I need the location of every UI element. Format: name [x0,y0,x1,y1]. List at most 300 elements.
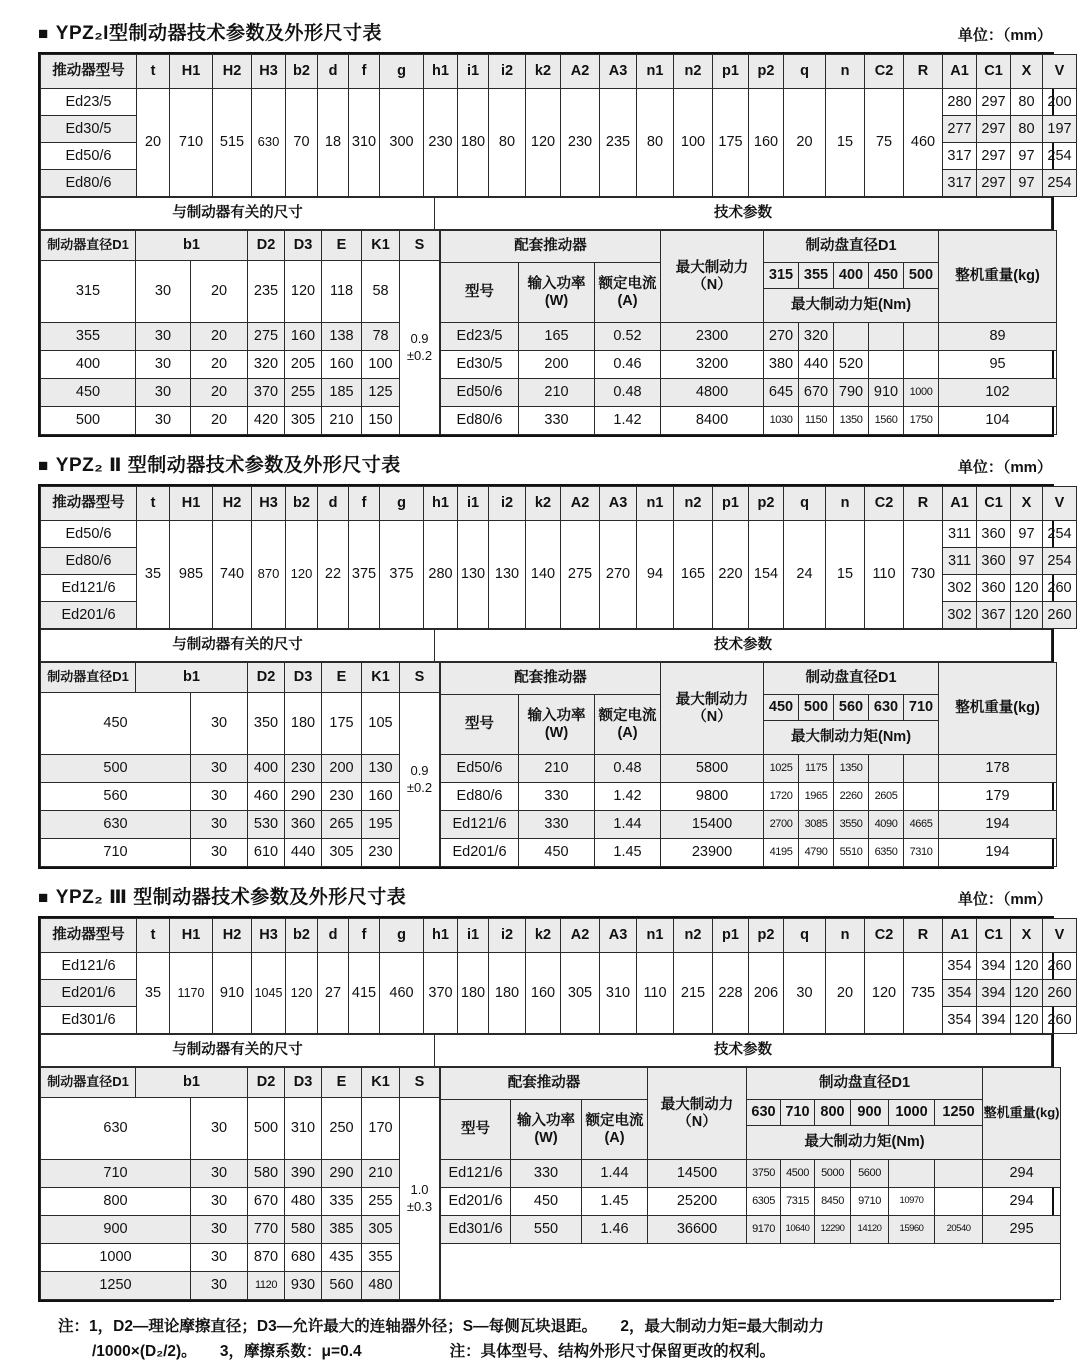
table-cell: 30 [191,1216,248,1244]
column-header-cell: H2 [213,919,252,953]
table-cell: 670 [799,379,834,407]
table-cell: 105 [362,693,400,755]
table-cell: 175 [713,89,749,197]
table-cell: 305 [322,839,362,867]
table-row [41,89,1077,116]
section-band [40,629,1052,662]
table-cell [935,1188,983,1216]
table-cell: 354 [943,980,977,1007]
column-header-cell: t [137,487,170,521]
table-cell: 30 [191,1272,248,1300]
column-header-cell: 560 [834,695,869,721]
table-cell: 4090 [869,811,904,839]
table-cell: 317 [943,143,977,170]
table-cell: 97 [1011,548,1043,575]
column-header-cell: H3 [252,919,286,953]
table-cell: 630 [252,89,286,197]
table-cell: 30 [191,1160,248,1188]
table-cell: 5510 [834,839,869,867]
table-cell: 30 [191,1188,248,1216]
column-header-cell: n [826,55,865,89]
table-cell: 255 [285,379,322,407]
column-header-cell: 输入功率 (W) [511,1100,582,1160]
table-cell: 78 [362,323,400,351]
column-header-cell: C1 [977,55,1011,89]
column-header-cell: 500 [799,695,834,721]
column-header-cell: 355 [799,263,834,289]
table-cell: 1120 [248,1272,285,1300]
header-row [41,630,1052,662]
table-cell: Ed23/5 [41,89,137,116]
table-cell: Ed201/6 [441,1188,511,1216]
table-row [41,351,440,379]
table-cell: 30 [784,953,826,1034]
table-cell: 320 [799,323,834,351]
table-cell: 1.42 [595,783,661,811]
table-row [41,693,440,755]
column-header-cell: 配套推动器 [441,663,661,695]
table-cell: 302 [943,575,977,602]
table-cell: 770 [248,1216,285,1244]
column-header-cell: n2 [674,55,713,89]
table-cell: 7310 [904,839,939,867]
column-header-cell: n1 [637,919,674,953]
column-header-cell: A2 [561,919,600,953]
table-row [441,1244,1061,1300]
table-cell: 230 [424,89,458,197]
table-cell: 394 [977,980,1011,1007]
table-cell: 120 [865,953,904,1034]
table-cell: 1.42 [595,407,661,435]
section-band [40,1034,1052,1067]
header-row [41,663,440,693]
column-header-cell: E [322,1068,362,1098]
table-cell: 2700 [764,811,799,839]
column-header-cell: d [318,487,349,521]
table-cell: 9800 [661,783,764,811]
header-row [41,55,1077,89]
table-cell: 160 [362,783,400,811]
table-cell: 235 [600,89,637,197]
table-cell: 360 [977,521,1011,548]
table-cell: 580 [248,1160,285,1188]
table-row [41,323,440,351]
table-cell: 310 [349,89,380,197]
table-cell [834,323,869,351]
table-cell: 22 [318,521,349,629]
table-cell: 30 [191,811,248,839]
column-header-cell: S [400,1068,440,1098]
column-header-cell: d [318,55,349,89]
column-header-cell: p2 [749,487,784,521]
column-header-cell: R [904,487,943,521]
brake-dimensions-table [40,662,440,867]
column-header-cell: 与制动器有关的尺寸 [41,198,435,230]
table-cell: 120 [1011,953,1043,980]
table-cell: 120 [1011,575,1043,602]
column-header-cell: 1250 [935,1100,983,1126]
column-header-cell: H3 [252,487,286,521]
column-header-cell: b1 [136,231,248,261]
table-cell: 260 [1043,602,1077,629]
table-cell: 180 [458,89,489,197]
table-cell: 385 [322,1216,362,1244]
column-header-cell: g [380,55,424,89]
table-row [441,351,1057,379]
column-header-cell: 最大制动力矩(Nm) [747,1126,983,1160]
table-cell: 1750 [904,407,939,435]
table-block [38,52,1072,437]
section-header [38,450,1052,477]
table-cell: 230 [322,783,362,811]
table-cell: 120 [1011,1007,1043,1034]
table-cell: 610 [248,839,285,867]
table-cell: 30 [191,693,248,755]
table-cell: 20 [191,407,248,435]
table-row [41,755,440,783]
column-header-cell: D3 [285,231,322,261]
table-cell: 10640 [781,1216,815,1244]
column-header-cell: 制动器直径D1 [41,663,136,693]
table-cell: 275 [248,323,285,351]
table-cell: 1.45 [595,839,661,867]
table-cell: 95 [939,351,1057,379]
column-header-cell: b2 [286,55,318,89]
table-cell: 1560 [869,407,904,435]
table-cell: 800 [41,1188,191,1216]
column-header-cell: 额定电流 (A) [595,695,661,755]
table-cell: 20 [191,351,248,379]
column-header-cell: b1 [136,1068,248,1098]
header-row [41,919,1077,953]
table-block [38,916,1072,1302]
column-header-cell: X [1011,919,1043,953]
table-cell: 0.46 [595,351,661,379]
table-cell: 94 [637,521,674,629]
table-cell: 125 [362,379,400,407]
table-cell: 305 [285,407,322,435]
table-cell: 460 [380,953,424,1034]
table-cell: 330 [519,783,595,811]
column-header-cell: g [380,919,424,953]
table-cell: 5800 [661,755,764,783]
table-cell: 185 [322,379,362,407]
table-cell: 275 [561,521,600,629]
table-cell: 3085 [799,811,834,839]
column-header-cell: 技术参数 [435,1035,1052,1067]
table-cell: 30 [191,755,248,783]
table-cell: 435 [322,1244,362,1272]
table-cell: 179 [939,783,1057,811]
column-header-cell: S [400,663,440,693]
table-cell: 175 [322,693,362,755]
column-header-cell: A2 [561,487,600,521]
unit-label: 单位：（mm） [957,459,1052,476]
table-cell: 375 [349,521,380,629]
column-header-cell: V [1043,55,1077,89]
table-cell: 20540 [935,1216,983,1244]
column-header-cell: i2 [489,919,526,953]
column-header-cell: X [1011,487,1043,521]
table-cell: 3750 [747,1160,781,1188]
column-header-cell: 配套推动器 [441,231,661,263]
section-header [38,882,1052,909]
table-cell: 260 [1043,575,1077,602]
column-header-cell: 630 [869,695,904,721]
table-cell: Ed50/6 [441,379,519,407]
column-header-cell: n1 [637,487,674,521]
table-cell: 270 [764,323,799,351]
column-header-cell: n1 [637,55,674,89]
column-header-cell: H1 [170,487,213,521]
column-header-cell: f [349,55,380,89]
table-cell: 1175 [799,755,834,783]
table-cell: 9710 [851,1188,889,1216]
table-cell: 210 [362,1160,400,1188]
column-header-cell: K1 [362,231,400,261]
column-header-cell: 整机重量(kg) [939,663,1057,755]
table-cell: 235 [248,261,285,323]
column-header-cell: 最大制动力 （N） [661,231,764,323]
column-header-cell: k2 [526,55,561,89]
table-row [441,783,1057,811]
column-header-cell: A1 [943,919,977,953]
table-cell: 550 [511,1216,582,1244]
column-header-cell: 400 [834,263,869,289]
column-header-cell: E [322,663,362,693]
table-cell: 1720 [764,783,799,811]
table-cell: 89 [939,323,1057,351]
table-cell: 294 [983,1188,1061,1216]
column-header-cell: 800 [815,1100,851,1126]
unit-label: 单位：（mm） [957,27,1052,44]
table-cell: 280 [424,521,458,629]
column-header-cell: 最大制动力矩(Nm) [764,721,939,755]
column-header-cell: i1 [458,919,489,953]
table-cell: 220 [713,521,749,629]
table-cell: 297 [977,116,1011,143]
table-cell: 30 [136,323,191,351]
column-header-cell: h1 [424,55,458,89]
column-header-cell: q [784,487,826,521]
column-header-cell: 500 [904,263,939,289]
column-header-cell: 推动器型号 [41,919,137,953]
table-cell: 110 [637,953,674,1034]
column-header-cell: A1 [943,55,977,89]
table-cell: 260 [1043,1007,1077,1034]
table-cell: 515 [213,89,252,197]
column-header-cell: 630 [747,1100,781,1126]
table-cell: 6305 [747,1188,781,1216]
table-cell: 80 [1011,116,1043,143]
table-cell: 15960 [889,1216,935,1244]
column-header-cell: 900 [851,1100,889,1126]
table-cell: 305 [561,953,600,1034]
table-row [41,1272,440,1300]
table-cell [869,351,904,379]
table-cell: 0.48 [595,755,661,783]
column-header-cell: h1 [424,919,458,953]
column-header-cell: 与制动器有关的尺寸 [41,630,435,662]
lower-tables [40,230,1052,435]
column-header-cell: A3 [600,55,637,89]
column-header-cell: 最大制动力 （N） [661,663,764,755]
column-header-cell: f [349,919,380,953]
table-cell: 250 [322,1098,362,1160]
table-cell: 3550 [834,811,869,839]
column-header-cell: D2 [248,231,285,261]
table-cell: 200 [1043,89,1077,116]
table-cell: 170 [362,1098,400,1160]
table-cell: 790 [834,379,869,407]
column-header-cell: k2 [526,487,561,521]
table-cell: 254 [1043,548,1077,575]
column-header-cell: 315 [764,263,799,289]
table-cell: 4790 [799,839,834,867]
table-cell: 200 [519,351,595,379]
table-cell: 500 [41,755,191,783]
table-row [41,1216,440,1244]
table-row [41,811,440,839]
table-cell: 4195 [764,839,799,867]
table-cell: 30 [191,783,248,811]
table-cell: 370 [248,379,285,407]
column-header-cell: K1 [362,1068,400,1098]
column-header-cell: H2 [213,55,252,89]
table-cell: 530 [248,811,285,839]
header-row [41,1035,1052,1067]
table-row [41,839,440,867]
table-cell: 1000 [41,1244,191,1272]
table-cell: 360 [977,575,1011,602]
section-title [38,882,406,909]
footnote-line-1: 注：1，D2—理论摩擦直径；D3—允许最大的连轴器外径；S—每侧瓦块退距。 2，最大制动力矩=最大制动力 [58,1318,825,1335]
table-cell: 8450 [815,1188,851,1216]
table-cell: 354 [943,953,977,980]
table-cell: 355 [41,323,136,351]
table-cell: 160 [322,351,362,379]
table-cell: 4500 [781,1160,815,1188]
dimensions-table [40,918,1077,1034]
table-cell: 295 [983,1216,1061,1244]
column-header-cell: 输入功率 (W) [519,695,595,755]
column-header-cell: p1 [713,55,749,89]
column-header-cell: K1 [362,663,400,693]
table-cell: 30 [136,379,191,407]
section-band [40,197,1052,230]
table-cell: 580 [285,1216,322,1244]
table-row [441,755,1057,783]
table-cell: 0.9 ±0.2 [400,261,440,435]
column-header-cell: 710 [904,695,939,721]
column-header-cell: 450 [869,263,904,289]
column-header-cell: 额定电流 (A) [595,263,661,323]
column-header-cell: A1 [943,487,977,521]
table-cell [904,783,939,811]
column-header-cell: 710 [781,1100,815,1126]
table-cell: 120 [286,953,318,1034]
column-header-cell: b2 [286,919,318,953]
column-header-cell: X [1011,55,1043,89]
column-header-cell: 整机重量(kg) [939,231,1057,323]
table-cell [904,755,939,783]
table-cell: 150 [362,407,400,435]
section-title [38,18,382,45]
footnote-line-2-left: /1000×(D₂/2)。 3，摩擦系数：μ=0.4 [92,1342,362,1360]
column-header-cell: 额定电流 (A) [582,1100,648,1160]
table-cell: 380 [764,351,799,379]
table-cell: 10970 [889,1188,935,1216]
table-cell: 80 [489,89,526,197]
column-header-cell: 450 [764,695,799,721]
table-cell: Ed201/6 [41,980,137,1007]
table-cell: 9170 [747,1216,781,1244]
table-cell: 311 [943,521,977,548]
table-cell: 900 [41,1216,191,1244]
table-cell: 14500 [648,1160,747,1188]
column-header-cell: D2 [248,663,285,693]
table-row [41,1188,440,1216]
table-cell: 195 [362,811,400,839]
table-row [441,323,1057,351]
table-cell: 297 [977,170,1011,197]
header-row [441,663,1057,695]
unit-label: 单位：（mm） [957,891,1052,908]
table-cell [889,1160,935,1188]
table-cell: 130 [362,755,400,783]
table-cell: 80 [1011,89,1043,116]
table-cell: 710 [41,1160,191,1188]
table-cell: 180 [458,953,489,1034]
column-header-cell: 推动器型号 [41,487,137,521]
table-row [41,1160,440,1188]
table-cell: 6350 [869,839,904,867]
column-header-cell: n [826,487,865,521]
table-cell: 375 [380,521,424,629]
table-cell: 360 [285,811,322,839]
table-cell: 205 [285,351,322,379]
table-cell: 35 [137,521,170,629]
table-row [41,521,1077,548]
column-header-cell: 推动器型号 [41,55,137,89]
table-cell: 1150 [799,407,834,435]
table-cell: 120 [285,261,322,323]
table-cell: 7315 [781,1188,815,1216]
table-row [41,407,440,435]
header-row [41,231,440,261]
table-cell: 30 [136,351,191,379]
table-cell: 12290 [815,1216,851,1244]
column-header-cell: 技术参数 [435,630,1052,662]
column-header-cell: C2 [865,55,904,89]
table-cell: 4800 [661,379,764,407]
table-cell: 930 [285,1272,322,1300]
table-cell: 255 [362,1188,400,1216]
column-header-cell: 最大制动力 （N） [648,1068,747,1160]
table-cell: 310 [285,1098,322,1160]
section-title-text: YPZ₂ Ⅱ 型制动器技术参数及外形尺寸表 [55,455,401,476]
table-cell: 120 [286,521,318,629]
table-cell: 20 [191,379,248,407]
table-cell: 1.46 [582,1216,648,1244]
table-cell: 730 [904,521,943,629]
header-row [441,231,1057,263]
table-row [441,379,1057,407]
table-cell: 20 [784,89,826,197]
column-header-cell: V [1043,919,1077,953]
brake-dimensions-table [40,1067,440,1300]
table-row [441,1160,1061,1188]
